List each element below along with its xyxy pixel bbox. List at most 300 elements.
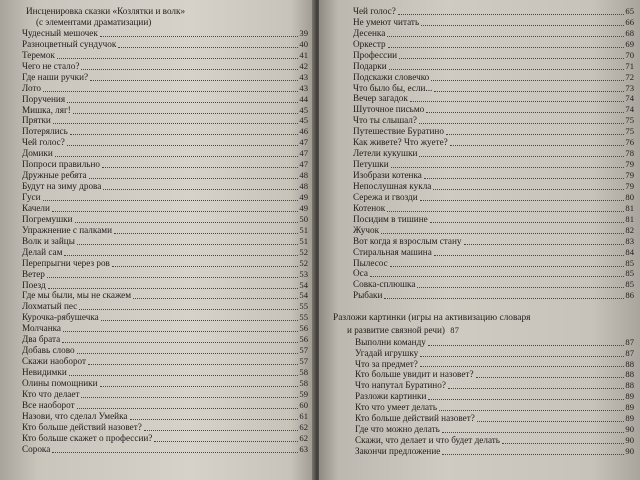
toc-entry-page: 61 <box>299 410 308 421</box>
toc-entry-title: Угадай игрушку <box>355 347 419 358</box>
toc-entry-title: Чей голос? <box>353 5 396 16</box>
toc-entry-page: 55 <box>299 312 308 323</box>
toc-leader <box>81 69 298 70</box>
toc-leader <box>384 298 624 299</box>
toc-leader <box>48 288 299 289</box>
toc-leader <box>69 375 299 376</box>
toc-entry <box>341 435 634 446</box>
toc-entry-title: Кто больше действий назовет? <box>355 413 475 424</box>
toc-leader <box>79 309 298 310</box>
toc-leader <box>55 156 299 157</box>
toc-entry <box>22 105 308 116</box>
toc-entry <box>341 181 634 192</box>
toc-entry-page: 71 <box>625 60 634 71</box>
toc-entry-title: Кто больше действий назовет? <box>22 421 142 432</box>
toc-entry-page: 51 <box>299 224 308 235</box>
toc-entry-page: 84 <box>625 246 634 257</box>
toc-entry-title: Что было бы, если... <box>353 82 433 93</box>
toc-entry-title: Все наоборот <box>22 399 75 410</box>
toc-entry-page: 88 <box>625 380 634 391</box>
toc-leader <box>100 386 299 387</box>
toc-leader <box>130 419 299 420</box>
toc-entry-title: Домики <box>22 148 53 159</box>
toc-leader <box>390 266 625 267</box>
toc-entry-title: Поезд <box>22 279 46 290</box>
toc-entry-page: 73 <box>625 82 634 93</box>
toc-leader <box>428 399 624 400</box>
toc-leader <box>77 353 299 354</box>
toc-entry-title: Упражнение с палками <box>22 224 113 235</box>
toc-leader <box>387 211 624 212</box>
toc-entry-title: Рыбаки <box>353 290 383 301</box>
toc-entry-page: 43 <box>299 71 308 82</box>
toc-entry-title: Поручения <box>22 93 66 104</box>
toc-entry <box>22 236 308 247</box>
toc-entry-title: Совка-сплюшка <box>353 279 416 290</box>
toc-entry <box>22 203 308 214</box>
toc-leader <box>388 47 625 48</box>
toc-entry-page: 47 <box>299 137 308 148</box>
toc-entry <box>22 378 308 389</box>
toc-entry-title: Ветер <box>22 268 45 279</box>
toc-entry <box>22 214 308 225</box>
toc-entry-page: 87 <box>625 336 634 347</box>
toc-leader <box>89 178 299 179</box>
toc-entry-page: 70 <box>625 49 634 60</box>
toc-entry <box>22 269 308 280</box>
toc-entry-title: Теремок <box>22 49 55 60</box>
toc-leader <box>81 397 298 398</box>
toc-entry <box>22 225 308 236</box>
toc-entry-title: Вот когда я взрослым стану <box>353 235 462 246</box>
toc-entry-page: 40 <box>299 38 308 49</box>
toc-leader <box>47 277 299 278</box>
toc-leader <box>420 200 625 201</box>
toc-entry-page: 56 <box>299 323 308 334</box>
toc-entry-page: 90 <box>625 446 634 457</box>
toc-entry-page: 87 <box>625 347 634 358</box>
toc-entry-page: 85 <box>625 268 634 279</box>
toc-entry-title: Непослушная кукла <box>353 180 432 191</box>
right-toc-list-top <box>341 6 634 301</box>
toc-entry-page: 53 <box>299 268 308 279</box>
toc-entry-page: 57 <box>299 345 308 356</box>
section-heading-line2: и развитие связной речи) <box>347 324 445 335</box>
toc-entry <box>341 279 634 290</box>
toc-entry-title: Где наши ручки? <box>22 71 89 82</box>
toc-entry-title: Котенок <box>353 202 386 213</box>
toc-entry <box>22 291 308 302</box>
toc-leader <box>154 441 298 442</box>
toc-entry-page: 81 <box>625 213 634 224</box>
toc-entry-title: Скажи, что делает и что будет делать <box>355 435 501 446</box>
toc-entry-page: 56 <box>299 334 308 345</box>
toc-entry-page: 90 <box>625 424 634 435</box>
toc-entry <box>22 433 308 444</box>
toc-entry-title: Как живете? Что жуете? <box>353 137 448 148</box>
left-heading-line2: (с элементами драматизации) <box>36 17 152 27</box>
toc-leader <box>442 432 625 433</box>
toc-entry-page: 74 <box>625 93 634 104</box>
toc-entry-title: Подскажи словечко <box>353 71 430 82</box>
toc-leader <box>67 145 299 146</box>
toc-entry <box>341 214 634 225</box>
toc-entry <box>341 50 634 61</box>
toc-entry-title: Прятки <box>22 115 51 126</box>
toc-entry-page: 89 <box>625 391 634 402</box>
toc-entry-title: Скажи наоборот <box>22 356 87 367</box>
toc-entry-page: 39 <box>299 27 308 38</box>
toc-entry <box>341 137 634 148</box>
toc-entry-page: 52 <box>299 257 308 268</box>
right-section-heading <box>333 313 634 335</box>
toc-entry-page: 63 <box>299 443 308 454</box>
toc-entry <box>341 39 634 50</box>
toc-entry-title: Кто что делает <box>22 388 80 399</box>
toc-leader <box>112 266 299 267</box>
toc-entry <box>22 50 308 61</box>
toc-leader <box>387 36 624 37</box>
toc-entry-page: 83 <box>625 235 634 246</box>
toc-entry-page: 54 <box>299 279 308 290</box>
toc-entry-title: Кто больше скажет о профессии? <box>22 432 153 443</box>
toc-entry-title: Чудесный мешочек <box>22 27 98 38</box>
toc-entry <box>341 391 634 402</box>
right-toc-list-bottom <box>341 337 634 457</box>
toc-entry-title: Сорока <box>22 443 51 454</box>
section-heading-line1: Разложи картинки (игры на активизацию словаря <box>333 313 531 324</box>
toc-entry <box>341 269 634 280</box>
toc-entry-page: 72 <box>625 71 634 82</box>
toc-leader <box>502 443 624 444</box>
toc-leader <box>77 244 299 245</box>
toc-entry <box>341 258 634 269</box>
toc-leader <box>114 233 298 234</box>
toc-entry <box>22 116 308 127</box>
toc-leader <box>424 178 625 179</box>
toc-entry-title: Кто что умеет делать <box>355 402 438 413</box>
toc-leader <box>446 134 624 135</box>
toc-leader <box>433 189 624 190</box>
toc-entry <box>22 247 308 258</box>
toc-entry <box>22 39 308 50</box>
toc-entry <box>22 301 308 312</box>
toc-entry-title: Десенка <box>353 27 386 38</box>
toc-leader <box>103 189 298 190</box>
toc-entry-page: 79 <box>625 180 634 191</box>
toc-entry-title: Жучок <box>353 224 380 235</box>
left-heading-line1: Инсценировка сказки «Козлятки и волк» <box>26 6 186 16</box>
toc-entry-title: Два брата <box>22 334 61 345</box>
toc-entry-page: 52 <box>299 246 308 257</box>
toc-entry <box>341 159 634 170</box>
toc-entry-page: 47 <box>299 148 308 159</box>
left-page <box>0 0 316 480</box>
toc-entry <box>22 159 308 170</box>
toc-entry-page: 45 <box>299 115 308 126</box>
toc-entry <box>22 181 308 192</box>
toc-entry <box>22 61 308 72</box>
toc-entry <box>341 236 634 247</box>
toc-entry-page: 55 <box>299 301 308 312</box>
toc-entry-page: 44 <box>299 93 308 104</box>
toc-entry <box>22 422 308 433</box>
toc-entry <box>341 6 634 17</box>
toc-entry-page: 79 <box>625 170 634 181</box>
toc-leader <box>62 342 298 343</box>
toc-entry <box>341 402 634 413</box>
toc-leader <box>73 113 299 114</box>
toc-entry-title: Где что можно делать <box>355 424 440 435</box>
toc-leader <box>450 145 625 146</box>
toc-entry <box>341 446 634 457</box>
toc-entry <box>22 444 308 455</box>
toc-entry-page: 74 <box>625 104 634 115</box>
toc-leader <box>434 255 625 256</box>
toc-leader <box>75 222 299 223</box>
toc-leader <box>63 331 298 332</box>
toc-entry-title: Что ты слышал? <box>353 115 417 126</box>
toc-leader <box>57 58 299 59</box>
toc-entry <box>341 28 634 39</box>
toc-entry-title: Шуточное письмо <box>353 104 425 115</box>
toc-entry <box>341 380 634 391</box>
toc-entry <box>341 115 634 126</box>
toc-entry <box>22 126 308 137</box>
toc-leader <box>476 377 625 378</box>
toc-entry <box>22 72 308 83</box>
toc-leader <box>70 134 299 135</box>
toc-entry <box>341 61 634 72</box>
toc-entry <box>341 94 634 105</box>
toc-leader <box>421 25 624 26</box>
toc-entry-title: Сережа и гвозди <box>353 191 418 202</box>
toc-entry <box>22 280 308 291</box>
toc-leader <box>410 101 625 102</box>
toc-entry-title: Летели кукушки <box>353 148 418 159</box>
toc-entry <box>22 389 308 400</box>
toc-entry-page: 58 <box>299 367 308 378</box>
toc-entry-page: 49 <box>299 192 308 203</box>
toc-entry-title: Выполни команду <box>355 336 426 347</box>
toc-entry <box>22 356 308 367</box>
toc-entry-title: Разложи картинки <box>355 391 427 402</box>
toc-entry <box>341 126 634 137</box>
toc-leader <box>52 452 298 453</box>
toc-leader <box>430 222 625 223</box>
toc-entry-title: Курочка-рябушечка <box>22 312 99 323</box>
toc-leader <box>118 47 298 48</box>
toc-leader <box>428 345 625 346</box>
toc-entry <box>22 28 308 39</box>
toc-entry <box>22 137 308 148</box>
toc-leader <box>417 287 624 288</box>
toc-entry-page: 79 <box>625 159 634 170</box>
toc-entry-page: 86 <box>625 290 634 301</box>
toc-entry-page: 51 <box>299 235 308 246</box>
toc-entry-page: 85 <box>625 257 634 268</box>
toc-leader <box>102 167 298 168</box>
toc-leader <box>464 244 625 245</box>
toc-entry-title: Изобрази котенка <box>353 170 422 181</box>
toc-entry-page: 88 <box>625 369 634 380</box>
toc-leader <box>64 255 298 256</box>
toc-leader <box>477 421 625 422</box>
toc-entry-title: Вечер загадок <box>353 93 408 104</box>
toc-entry-title: Разноцветный сундучок <box>22 38 117 49</box>
toc-entry <box>22 170 308 181</box>
toc-entry-page: 75 <box>625 115 634 126</box>
toc-entry-title: Молчанка <box>22 323 62 334</box>
toc-entry <box>341 247 634 258</box>
toc-leader <box>370 276 625 277</box>
toc-entry-page: 43 <box>299 82 308 93</box>
toc-entry-title: Чей голос? <box>22 137 65 148</box>
toc-entry-title: Волк и зайцы <box>22 235 75 246</box>
toc-leader <box>100 36 299 37</box>
toc-leader <box>420 356 624 357</box>
toc-entry <box>22 94 308 105</box>
toc-entry <box>22 258 308 269</box>
toc-entry-page: 89 <box>625 413 634 424</box>
toc-entry <box>341 290 634 301</box>
toc-entry-page: 81 <box>625 202 634 213</box>
toc-leader <box>420 366 625 367</box>
toc-entry-title: Будут на зиму дрова <box>22 181 102 192</box>
toc-entry-title: Пылесос <box>353 257 388 268</box>
toc-entry-title: Оса <box>353 268 368 279</box>
left-heading <box>26 6 308 28</box>
toc-entry-title: Лохматый пес <box>22 301 78 312</box>
toc-entry <box>341 413 634 424</box>
toc-entry-page: 78 <box>625 148 634 159</box>
toc-entry-page: 49 <box>299 202 308 213</box>
toc-entry-page: 48 <box>299 170 308 181</box>
toc-leader <box>43 91 298 92</box>
toc-entry-page: 42 <box>299 60 308 71</box>
toc-leader <box>399 58 624 59</box>
toc-leader <box>419 156 624 157</box>
toc-entry-title: Лото <box>22 82 41 93</box>
toc-entry-page: 54 <box>299 290 308 301</box>
toc-entry <box>22 192 308 203</box>
toc-entry-page: 60 <box>299 399 308 410</box>
toc-entry-title: Что за предмет? <box>355 358 418 369</box>
toc-entry <box>341 348 634 359</box>
toc-entry-title: Невидимки <box>22 367 67 378</box>
right-page <box>319 0 640 480</box>
toc-entry <box>341 148 634 159</box>
toc-entry-page: 57 <box>299 356 308 367</box>
toc-entry-page: 59 <box>299 388 308 399</box>
toc-entry <box>341 83 634 94</box>
toc-entry <box>22 411 308 422</box>
toc-leader <box>77 408 299 409</box>
toc-leader <box>101 320 299 321</box>
toc-entry <box>341 192 634 203</box>
toc-entry-page: 65 <box>625 5 634 16</box>
toc-entry <box>22 148 308 159</box>
toc-entry-page: 41 <box>299 49 308 60</box>
toc-entry-title: Качели <box>22 202 50 213</box>
toc-leader <box>389 69 625 70</box>
toc-entry-title: Не умеют читать <box>353 16 420 27</box>
toc-leader <box>431 80 624 81</box>
toc-entry-page: 46 <box>299 126 308 137</box>
toc-entry-title: Чего не стало? <box>22 60 80 71</box>
toc-entry-title: Путешествие Буратино <box>353 126 444 137</box>
toc-leader <box>53 123 299 124</box>
left-toc-list <box>22 28 308 455</box>
toc-entry-title: Закончи предложение <box>355 446 441 457</box>
toc-entry <box>341 369 634 380</box>
toc-entry <box>22 312 308 323</box>
toc-entry-title: Оркестр <box>353 38 386 49</box>
toc-entry <box>341 359 634 370</box>
toc-entry-page: 75 <box>625 126 634 137</box>
section-heading-row <box>333 325 634 336</box>
toc-entry <box>341 203 634 214</box>
toc-entry <box>341 225 634 236</box>
toc-leader <box>133 298 298 299</box>
toc-leader <box>448 388 625 389</box>
toc-entry-title: Делай сам <box>22 246 63 257</box>
toc-leader <box>442 454 624 455</box>
toc-entry-page: 68 <box>625 27 634 38</box>
toc-entry-page: 62 <box>299 432 308 443</box>
toc-entry-page: 48 <box>299 181 308 192</box>
toc-entry-title: Перепрыгни через ров <box>22 257 110 268</box>
toc-leader <box>439 410 624 411</box>
toc-leader <box>398 14 625 15</box>
toc-entry-title: Стиральная машина <box>353 246 432 257</box>
toc-leader <box>43 200 299 201</box>
toc-entry <box>22 400 308 411</box>
toc-entry <box>22 323 308 334</box>
toc-leader <box>426 112 624 113</box>
toc-entry-page: 88 <box>625 358 634 369</box>
toc-entry-title: Кто больше увидит и назовет? <box>355 369 474 380</box>
toc-leader <box>144 430 299 431</box>
toc-leader <box>434 91 624 92</box>
toc-leader <box>90 80 298 81</box>
toc-entry-title: Попроси правильно <box>22 159 100 170</box>
toc-entry <box>341 72 634 83</box>
toc-entry-page: 62 <box>299 421 308 432</box>
toc-leader <box>419 123 624 124</box>
toc-entry-page: 76 <box>625 137 634 148</box>
toc-entry-title: Погремушки <box>22 213 73 224</box>
toc-entry <box>341 104 634 115</box>
toc-entry-title: Подарки <box>353 60 387 71</box>
toc-leader <box>52 211 298 212</box>
toc-entry <box>22 345 308 356</box>
toc-entry-title: Потерялись <box>22 126 68 137</box>
toc-entry-title: Петушки <box>353 159 389 170</box>
toc-entry-page: 58 <box>299 377 308 388</box>
toc-entry <box>341 337 634 348</box>
toc-entry <box>22 334 308 345</box>
section-heading-page: 87 <box>450 324 459 335</box>
toc-entry-page: 45 <box>299 104 308 115</box>
toc-entry-title: Добавь слово <box>22 345 75 356</box>
toc-entry <box>341 424 634 435</box>
toc-entry-title: Дружные ребята <box>22 170 87 181</box>
toc-leader <box>67 102 298 103</box>
toc-entry-title: Профессии <box>353 49 398 60</box>
toc-entry-title: Гуси <box>22 192 41 203</box>
toc-entry-title: Мишка, ляг! <box>22 104 71 115</box>
